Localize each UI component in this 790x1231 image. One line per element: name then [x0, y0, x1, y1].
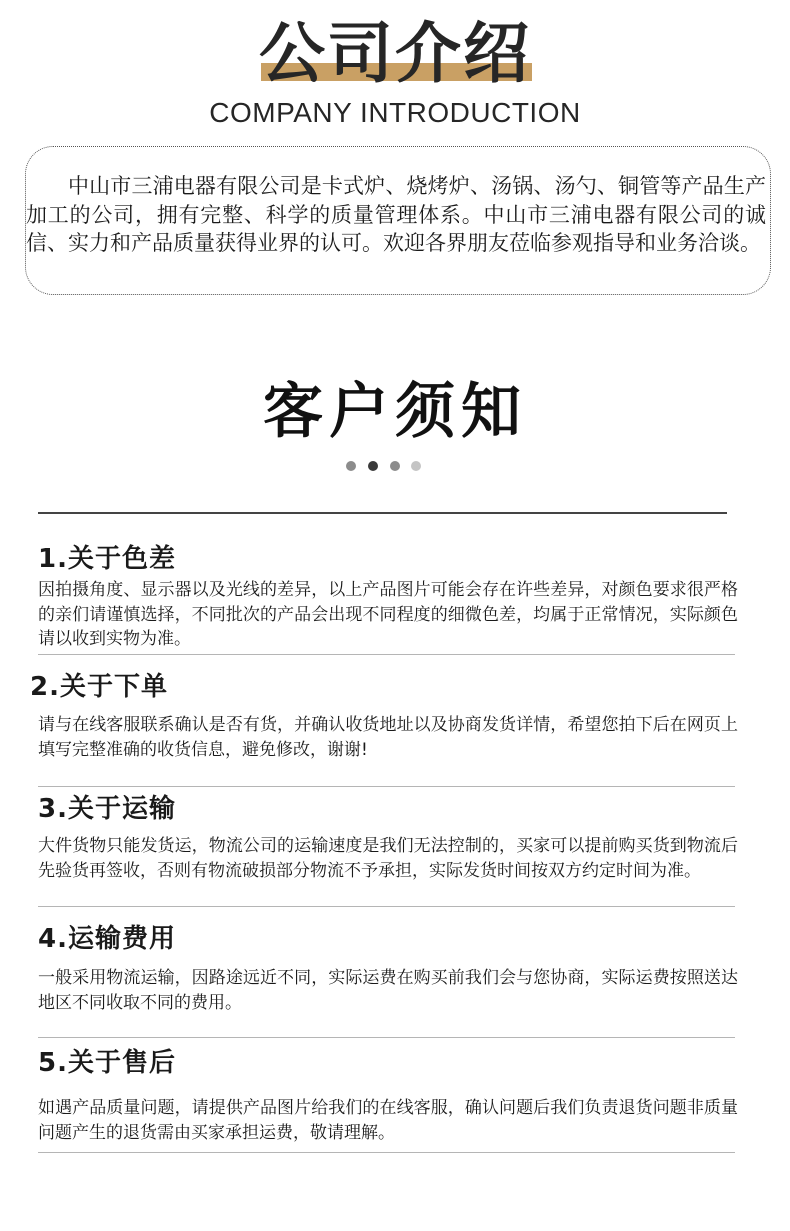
section-heading: 1.关于色差: [38, 544, 176, 574]
dot-2: [368, 461, 378, 471]
section-body: 大件货物只能发货运，物流公司的运输速度是我们无法控制的，买家可以提前购买货到物流后先验货再签收，否则有物流破损部分物流不予承担，实际发货时间按双方约定时间为准。: [38, 836, 738, 881]
dot-3: [390, 461, 400, 471]
section-body: 如遇产品质量问题，请提供产品图片给我们的在线客服，确认问题后我们负责退货问题非质量问题产生的退货需由买家承担运费，敬请理解。: [38, 1098, 738, 1143]
section-heading: 2.关于下单: [30, 672, 168, 702]
divider: [38, 512, 727, 514]
intro-title: 公司介绍: [259, 15, 531, 92]
section-heading: 3.关于运输: [38, 794, 176, 824]
section-body: 一般采用物流运输，因路途远近不同，实际运费在购买前我们会与您协商，实际运费按照送达地区不同收取不同的费用。: [38, 968, 738, 1013]
divider: [38, 1037, 735, 1038]
section-body: 因拍摄角度、显示器以及光线的差异，以上产品图片可能会存在许些差异，对颜色要求很严格的亲们请谨慎选择，不同批次的产品会出现不同程度的细微色差，均属于正常情况，实际颜色请以收到实物为准。: [38, 580, 738, 649]
divider: [38, 786, 735, 787]
notice-title: 客户须知: [263, 377, 527, 447]
divider: [38, 906, 735, 907]
divider: [38, 1152, 735, 1153]
dot-4: [411, 461, 421, 471]
pagination-dots: [346, 461, 426, 471]
divider: [38, 654, 735, 655]
intro-subtitle: COMPANY INTRODUCTION: [209, 97, 581, 128]
section-heading: 4.运输费用: [38, 924, 176, 954]
dot-1: [346, 461, 356, 471]
intro-header: [0, 8, 790, 132]
section-heading: 5.关于售后: [38, 1048, 176, 1078]
intro-text: 中山市三浦电器有限公司是卡式炉、烧烤炉、汤锅、汤勺、铜管等产品生产加工的公司，拥有完整、科学的质量管理体系。中山市三浦电器有限公司的诚信、实力和产品质量获得业界的认可。欢迎各界朋友莅临参观指导和业务洽谈。: [26, 174, 766, 255]
section-body: 请与在线客服联系确认是否有货，并确认收货地址以及协商发货详情，希望您拍下后在网页上填写完整准确的收货信息，避免修改，谢谢!: [38, 715, 738, 760]
